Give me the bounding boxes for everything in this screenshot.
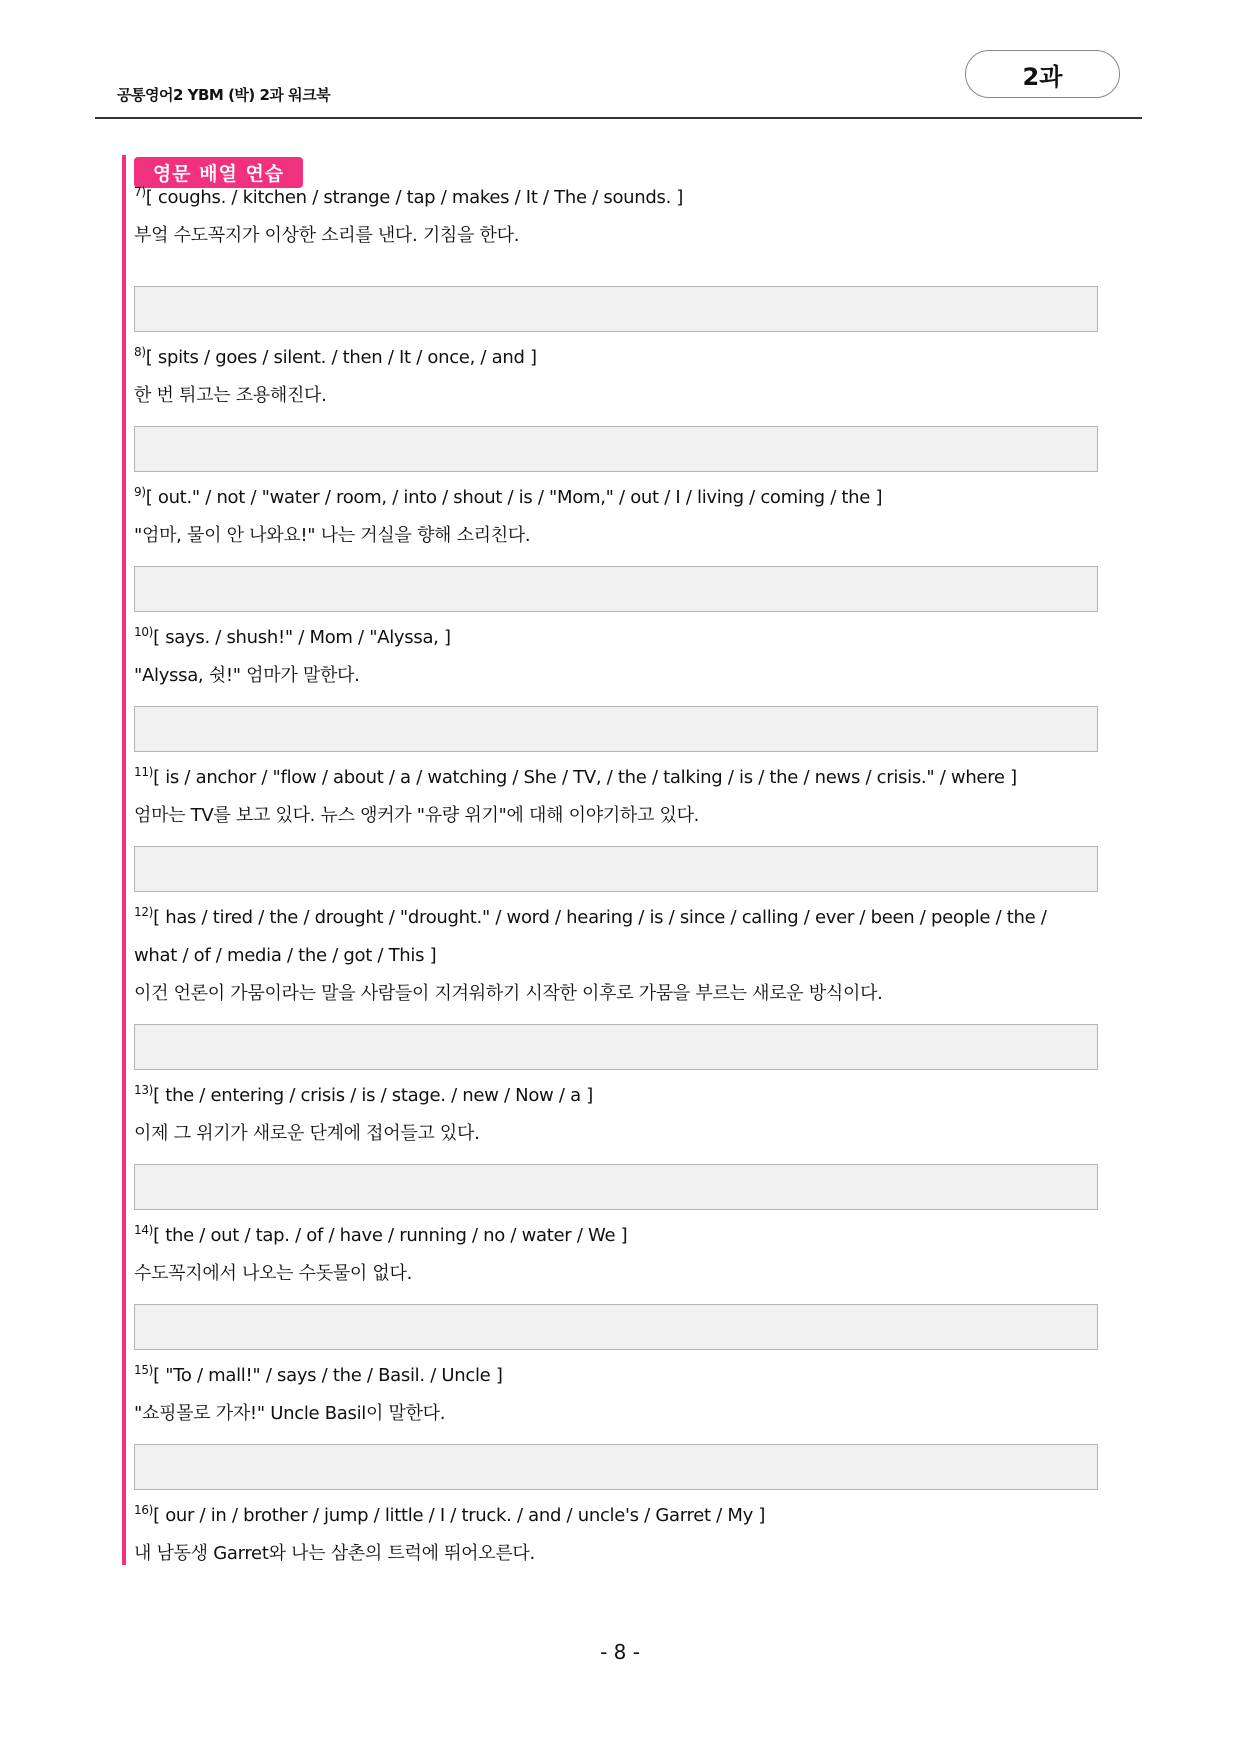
scramble-question: [134, 347, 537, 368]
header-divider: [95, 117, 1142, 119]
question-number: 9): [134, 485, 146, 499]
question-number: 15): [134, 1363, 154, 1377]
answer-box[interactable]: [134, 286, 1098, 332]
korean-translation: 부엌 수도꼭지가 이상한 소리를 낸다. 기침을 한다.: [134, 225, 520, 246]
scramble-question: [134, 187, 683, 208]
scramble-question: [134, 1365, 503, 1386]
scramble-words-continued: what / of / media / the / got / This ]: [134, 945, 437, 966]
scramble-words: [ out." / not / "water / room, / into / shout / is / "Mom," / out / I / living / coming / the ]: [145, 487, 883, 508]
question-number: 16): [134, 1503, 154, 1517]
answer-box[interactable]: [134, 1444, 1098, 1490]
scramble-words: [ the / entering / crisis / is / stage. / new / Now / a ]: [153, 1085, 593, 1106]
scramble-words: [ says. / shush!" / Mom / "Alyssa, ]: [153, 627, 451, 648]
question-number: 12): [134, 905, 154, 919]
answer-box[interactable]: [134, 1024, 1098, 1070]
scramble-words: [ "To / mall!" / says / the / Basil. / Uncle ]: [153, 1365, 503, 1386]
korean-translation: 이제 그 위기가 새로운 단계에 접어들고 있다.: [134, 1123, 480, 1144]
answer-box[interactable]: [134, 1164, 1098, 1210]
scramble-question: [134, 487, 882, 508]
answer-box[interactable]: [134, 706, 1098, 752]
scramble-words: [ spits / goes / silent. / then / It / once, / and ]: [145, 347, 537, 368]
question-number: 7): [134, 185, 146, 199]
question-number: 10): [134, 625, 154, 639]
workbook-title: 공통영어2 YBM (박) 2과 워크북: [117, 86, 331, 104]
lesson-label: 2과: [965, 50, 1120, 98]
scramble-words: [ has / tired / the / drought / "drought." / word / hearing / is / since / calling / ever / been / people / the /: [153, 907, 1047, 928]
scramble-words: [ our / in / brother / jump / little / I / truck. / and / uncle's / Garret / My ]: [153, 1505, 766, 1526]
question-number: 8): [134, 345, 146, 359]
korean-translation: "Alyssa, 쉿!" 엄마가 말한다.: [134, 665, 360, 686]
korean-translation: 내 남동생 Garret와 나는 삼촌의 트럭에 뛰어오른다.: [134, 1543, 535, 1564]
scramble-question: [134, 627, 451, 648]
scramble-words: [ coughs. / kitchen / strange / tap / makes / It / The / sounds. ]: [145, 187, 684, 208]
answer-box[interactable]: [134, 566, 1098, 612]
korean-translation: 수도꼭지에서 나오는 수돗물이 없다.: [134, 1263, 413, 1284]
scramble-question: [134, 767, 1017, 788]
scramble-words: [ the / out / tap. / of / have / running / no / water / We ]: [153, 1225, 628, 1246]
scramble-question: [134, 1505, 765, 1526]
scramble-question: [134, 907, 1047, 928]
korean-translation: "엄마, 물이 안 나와요!" 나는 거실을 향해 소리친다.: [134, 525, 531, 546]
korean-translation: 한 번 튀고는 조용해진다.: [134, 385, 327, 406]
scramble-question: [134, 1225, 627, 1246]
korean-translation: "쇼핑몰로 가자!" Uncle Basil이 말한다.: [134, 1403, 446, 1424]
question-number: 11): [134, 765, 154, 779]
question-number: 14): [134, 1223, 154, 1237]
korean-translation: 엄마는 TV를 보고 있다. 뉴스 앵커가 "유량 위기"에 대해 이야기하고 있다.: [134, 805, 700, 826]
question-number: 13): [134, 1083, 154, 1097]
answer-box[interactable]: [134, 1304, 1098, 1350]
section-accent-bar: [122, 155, 126, 1565]
answer-box[interactable]: [134, 846, 1098, 892]
answer-box[interactable]: [134, 426, 1098, 472]
scramble-question: [134, 1085, 593, 1106]
page-number: - 8 -: [600, 1640, 640, 1664]
scramble-words: [ is / anchor / "flow / about / a / watching / She / TV, / the / talking / is / the / news / crisis." / where ]: [153, 767, 1017, 788]
section-badge: 영문 배열 연습: [134, 157, 303, 188]
korean-translation: 이건 언론이 가뭄이라는 말을 사람들이 지겨워하기 시작한 이후로 가뭄을 부르는 새로운 방식이다.: [134, 983, 883, 1004]
